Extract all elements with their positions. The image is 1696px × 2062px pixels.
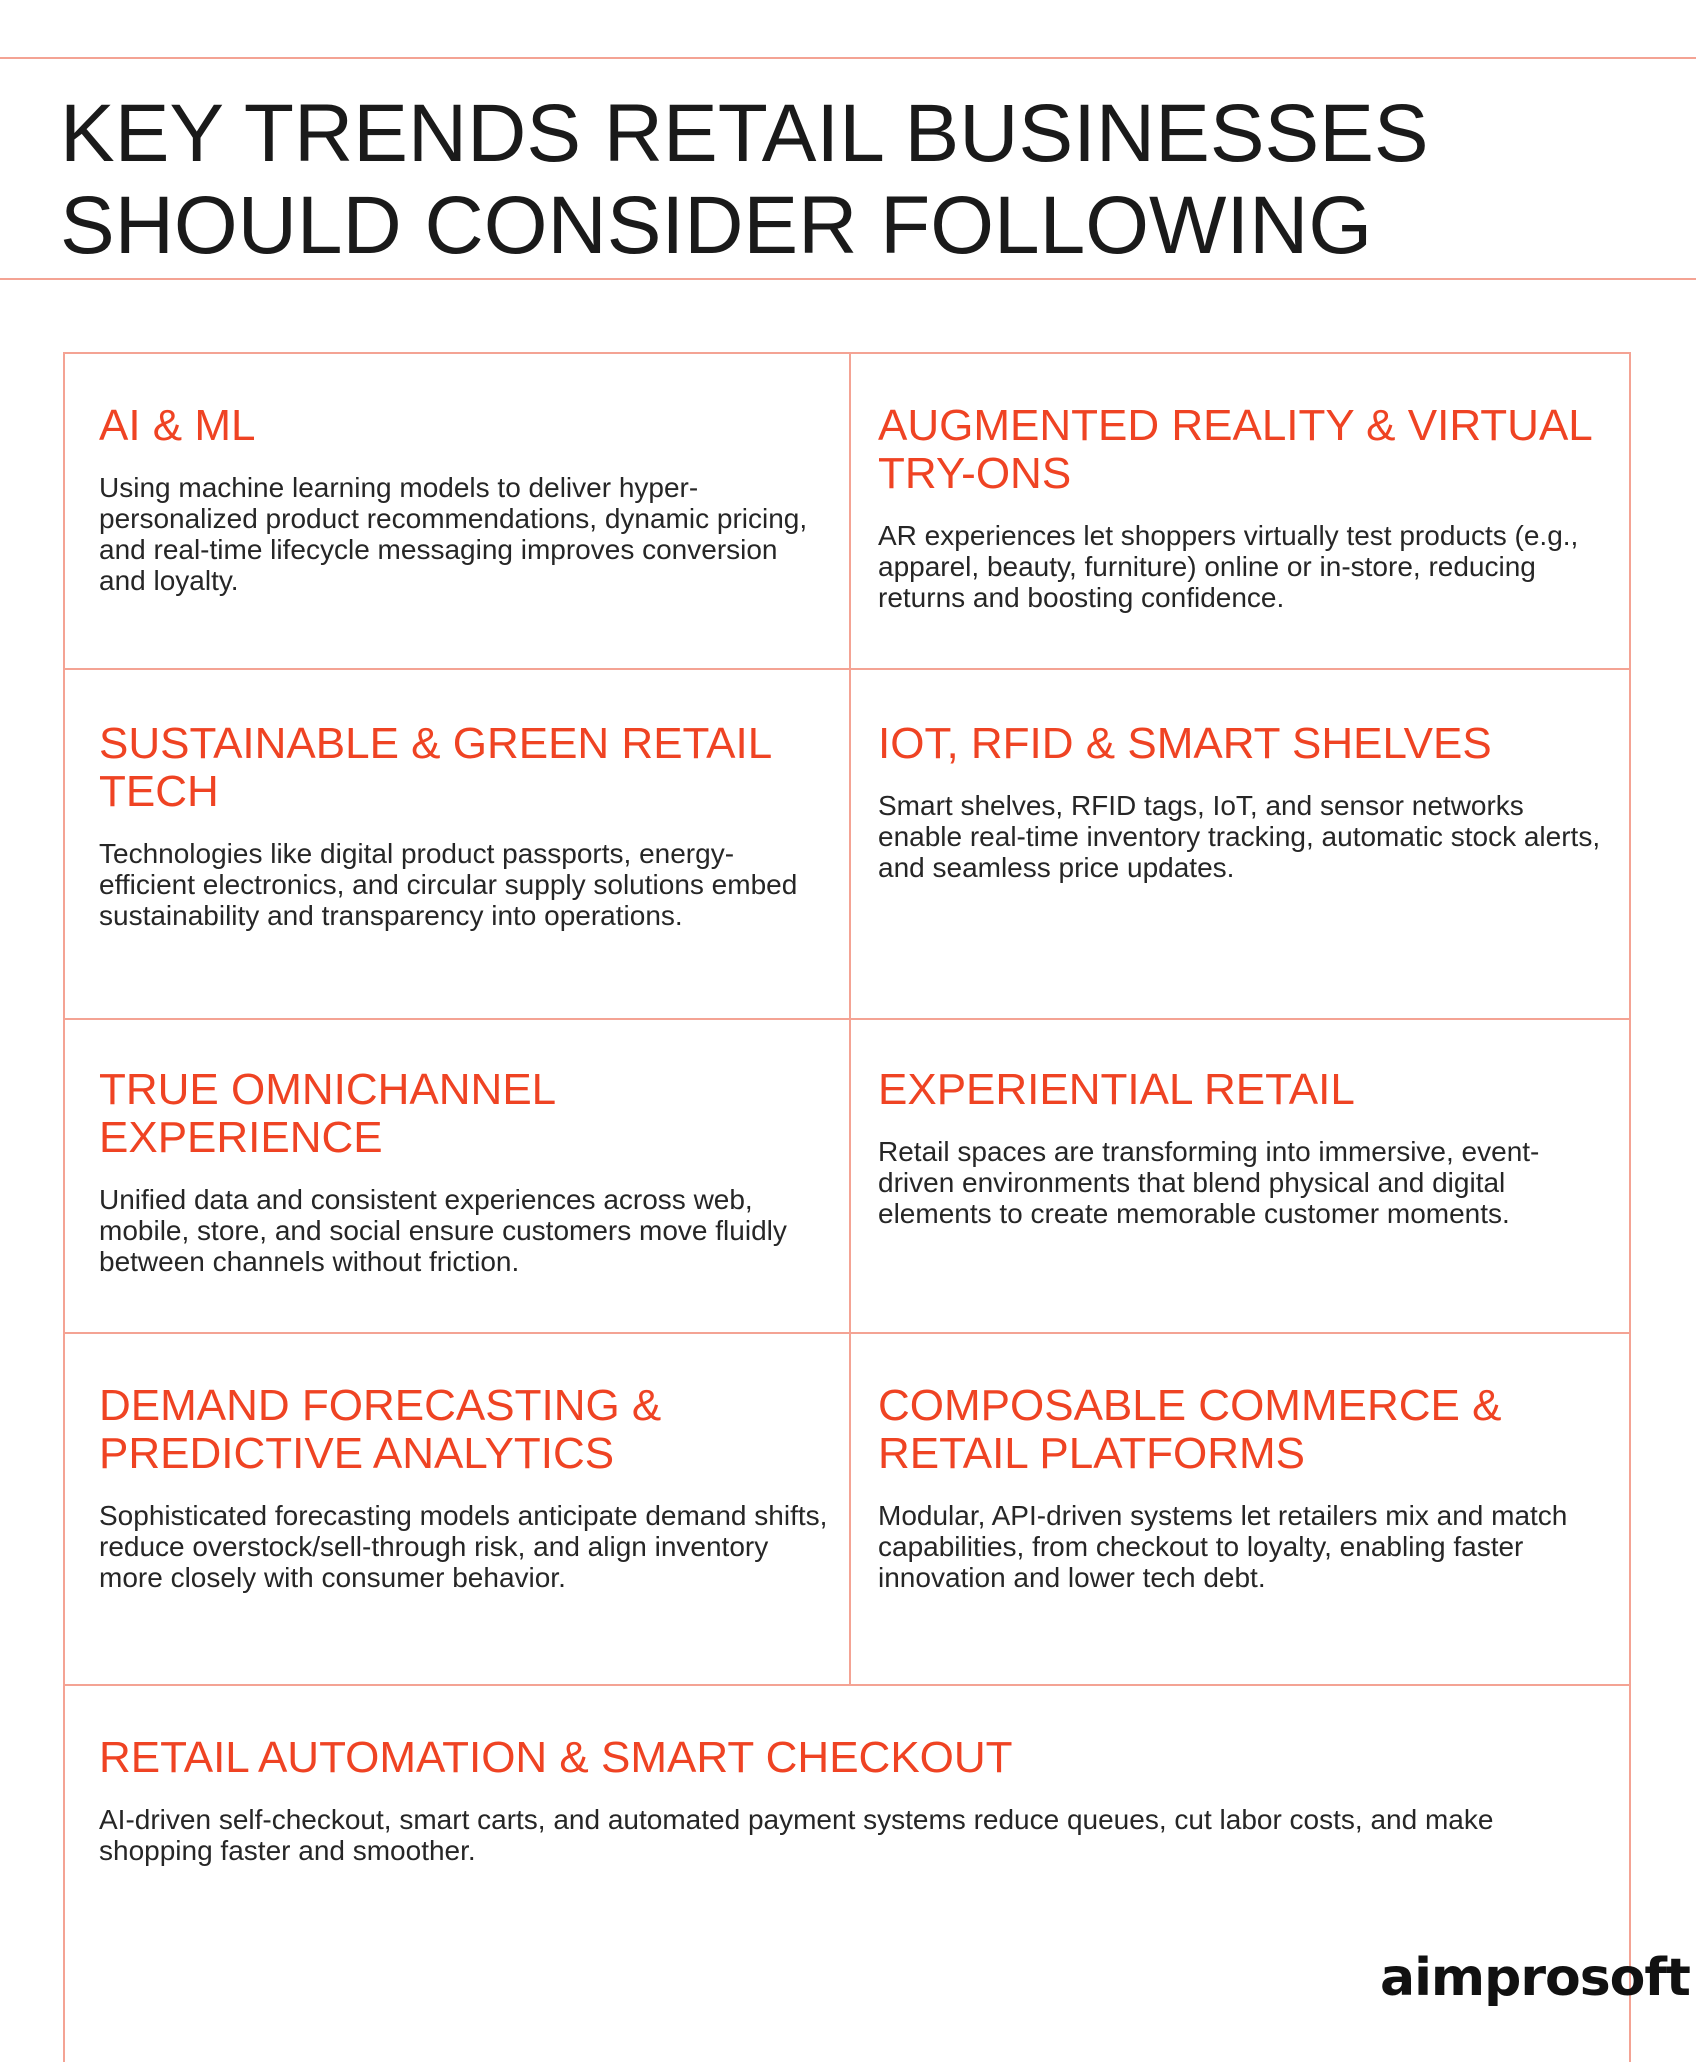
trend-heading: SUSTAINABLE & GREEN RETAIL TECH (99, 719, 771, 816)
trend-heading: RETAIL AUTOMATION & SMART CHECKOUT (99, 1733, 1013, 1782)
trend-heading: TRUE OMNICHANNEL EXPERIENCE (99, 1065, 555, 1162)
trend-description: Retail spaces are transforming into immersive, event-driven environments that blend physical and digital elements to create memorable customer moments. (878, 1136, 1540, 1229)
brand-logo: aimprosoft (1380, 1948, 1690, 2008)
trend-card-iot-rfid-smart-shelves (878, 720, 1608, 883)
trend-description: Modular, API-driven systems let retailers mix and match capabilities, from checkout to loyalty, enabling faster innovation and lower tech debt. (878, 1500, 1568, 1593)
trend-card-composable-commerce (878, 1382, 1608, 1593)
trend-description: Technologies like digital product passports, energy-efficient electronics, and circular supply solutions embed sustainability and transparency into operations. (99, 838, 798, 931)
trends-grid (63, 352, 1690, 2062)
page-title (60, 88, 1620, 272)
trend-heading: AI & ML (99, 401, 256, 450)
trend-card-experiential-retail (878, 1066, 1608, 1229)
trend-card-ar-virtual-try-ons (878, 402, 1608, 613)
trend-description: AR experiences let shoppers virtually test products (e.g., apparel, beauty, furniture) online or in-store, reducing returns and boosting confidence. (878, 520, 1579, 613)
page-title-line-1: KEY TRENDS RETAIL BUSINESSES (60, 88, 1429, 179)
page-title-line-2: SHOULD CONSIDER FOLLOWING (60, 180, 1373, 271)
trend-heading: DEMAND FORECASTING & PREDICTIVE ANALYTICS (99, 1381, 662, 1478)
trend-description: Sophisticated forecasting models anticipate demand shifts, reduce overstock/sell-through risk, and align inventory more closely with consumer behavior. (99, 1500, 828, 1593)
trend-heading: COMPOSABLE COMMERCE & RETAIL PLATFORMS (878, 1381, 1502, 1478)
trend-heading: EXPERIENTIAL RETAIL (878, 1065, 1355, 1114)
trend-card-retail-automation (99, 1734, 1599, 1866)
title-divider (0, 278, 1696, 280)
trend-description: Using machine learning models to deliver hyper-personalized product recommendations, dynamic pricing, and real-time lifecycle messaging improves conversion and loyalty. (99, 472, 808, 596)
trend-card-sustainable-retail-tech (99, 720, 829, 931)
row-divider-2 (65, 1018, 1629, 1020)
trend-description: Smart shelves, RFID tags, IoT, and sensor networks enable real-time inventory tracking, automatic stock alerts, and seamless price updates. (878, 790, 1601, 883)
trend-heading: AUGMENTED REALITY & VIRTUAL TRY-ONS (878, 401, 1592, 498)
trend-card-omnichannel-experience (99, 1066, 829, 1277)
trend-card-ai-ml (99, 402, 829, 596)
row-divider-3 (65, 1332, 1629, 1334)
row-divider-4 (65, 1684, 1629, 1686)
top-divider (0, 57, 1696, 59)
trend-description: Unified data and consistent experiences across web, mobile, store, and social ensure customers move fluidly between channels without friction. (99, 1184, 787, 1277)
row-divider-1 (65, 668, 1629, 670)
trend-description: AI-driven self-checkout, smart carts, and automated payment systems reduce queues, cut labor costs, and make shopping faster and smoother. (99, 1804, 1494, 1866)
trend-card-demand-forecasting (99, 1382, 829, 1593)
trend-heading: IOT, RFID & SMART SHELVES (878, 719, 1492, 768)
